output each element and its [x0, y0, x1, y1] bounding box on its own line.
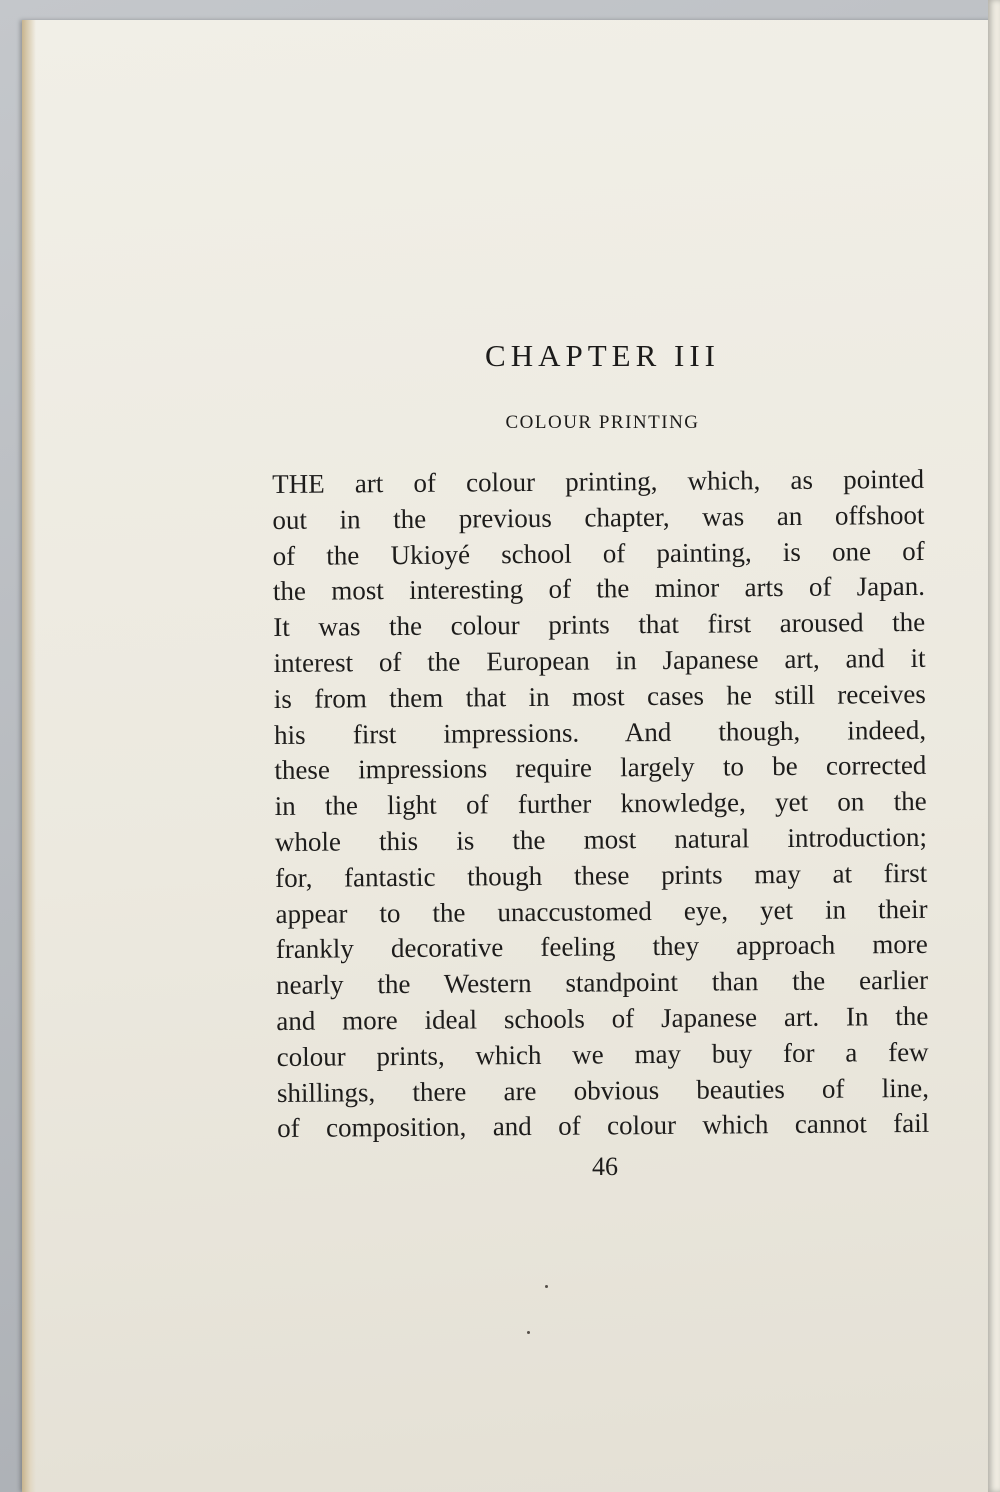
- text-line: for, fantastic though these prints may at first: [275, 857, 928, 893]
- paper-speck: [545, 1285, 548, 1288]
- text-line: the most interesting of the minor arts of Japan.: [272, 571, 926, 607]
- text-line: colour prints, which we may buy for a few: [276, 1036, 929, 1072]
- opposite-page-edge: [988, 0, 1000, 1492]
- text-line: his first impressions. And though, indeed,: [273, 714, 927, 750]
- text-line: these impressions require largely to be corrected: [274, 750, 927, 786]
- text-line: of composition, and of colour which cannot fail: [277, 1108, 930, 1144]
- text-line: nearly the Western standpoint than the earlier: [275, 965, 929, 1001]
- text-line: in the light of further knowledge, yet on the: [274, 786, 927, 822]
- text-line: out in the previous chapter, was an offshoot: [272, 499, 925, 535]
- text-line: appear to the unaccustomed eye, yet in their: [275, 893, 928, 929]
- text-line: frankly decorative feeling they approach more: [275, 929, 928, 965]
- text-line: of the Ukioyé school of painting, is one of: [272, 535, 925, 571]
- text-line: THE art of colour printing, which, as pointed: [272, 463, 925, 499]
- text-line: and more ideal schools of Japanese art. In the: [276, 1000, 929, 1036]
- paper-speck: [527, 1331, 530, 1334]
- text-line: is from them that in most cases he still receives: [273, 678, 926, 714]
- page-deckle-edge: [22, 20, 36, 1492]
- text-line: It was the colour prints that first aroused the: [273, 607, 926, 643]
- body-text: [272, 462, 929, 1147]
- chapter-heading: CHAPTER III: [485, 338, 720, 373]
- text-line: interest of the European in Japanese art, and it: [273, 642, 926, 678]
- text-line: whole this is the most natural introduction;: [274, 821, 928, 857]
- chapter-title: COLOUR PRINTING: [505, 412, 700, 433]
- text-line: shillings, there are obvious beauties of line,: [276, 1072, 930, 1108]
- page-number: 46: [592, 1152, 618, 1181]
